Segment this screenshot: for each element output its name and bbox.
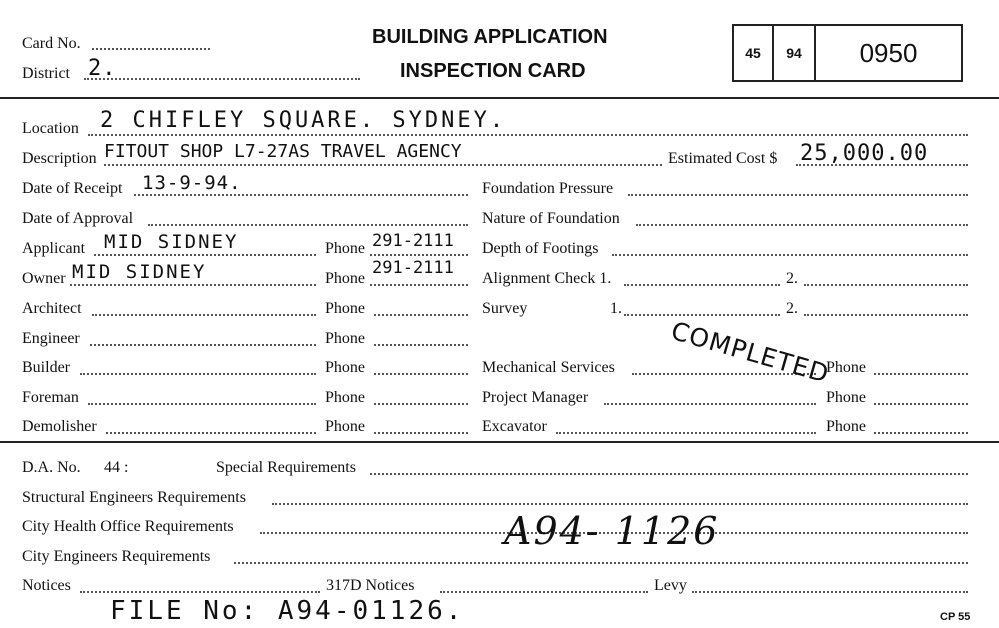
notices-line [80, 591, 320, 593]
excavator-label: Excavator [482, 418, 547, 435]
card-title-line1: BUILDING APPLICATION [372, 26, 608, 48]
engineer-label: Engineer [22, 330, 80, 347]
form-code: CP 55 [940, 611, 971, 623]
alignment-check-2-line [804, 284, 968, 286]
city-health-label: City Health Office Requirements [22, 518, 234, 535]
depth-of-footings-line [612, 254, 968, 256]
foundation-pressure-label: Foundation Pressure [482, 180, 614, 197]
survey-2-label: 2. [786, 300, 798, 317]
engineer-phone-label: Phone [325, 330, 365, 347]
architect-phone-line [374, 314, 468, 316]
project-manager-phone-line [874, 403, 968, 405]
mechanical-phone-label: Phone [826, 359, 866, 376]
engineer-line [90, 344, 316, 346]
applicant-label: Applicant [22, 240, 86, 257]
card-title-line2: INSPECTION CARD [400, 60, 586, 82]
notices-317d-label: 317D Notices [326, 577, 415, 594]
description-line [104, 164, 662, 166]
foreman-phone-label: Phone [325, 389, 365, 406]
applicant-value: MID SIDNEY [104, 231, 239, 253]
handwritten-reference: A94- 1126 [504, 509, 720, 553]
applicant-phone-line [370, 254, 468, 256]
nature-of-foundation-line [636, 224, 968, 226]
city-engineers-label: City Engineers Requirements [22, 548, 211, 565]
date-of-receipt-value: 13-9-94. [142, 172, 242, 194]
district-line [84, 78, 360, 80]
owner-label: Owner [22, 270, 66, 287]
foreman-label: Foreman [22, 389, 79, 406]
architect-line [92, 314, 316, 316]
architect-phone-label: Phone [325, 300, 365, 317]
builder-phone-line [374, 373, 468, 375]
project-manager-label: Project Manager [482, 389, 589, 406]
foreman-line [88, 403, 316, 405]
estimated-cost-value: 25,000.00 [800, 141, 929, 166]
demolisher-phone-label: Phone [325, 418, 365, 435]
alignment-check-1-line [624, 284, 780, 286]
owner-phone-line [370, 284, 468, 286]
completed-stamp: COMPLETED [668, 316, 833, 389]
description-label: Description [22, 150, 97, 167]
project-manager-line [604, 403, 816, 405]
location-label: Location [22, 120, 79, 137]
levy-line [692, 591, 968, 593]
architect-label: Architect [22, 300, 82, 317]
demolisher-label: Demolisher [22, 418, 97, 435]
mechanical-services-label: Mechanical Services [482, 359, 615, 376]
special-requirements-line [370, 473, 968, 475]
engineer-phone-line [374, 344, 468, 346]
excavator-phone-line [874, 432, 968, 434]
da-no-label: D.A. No. [22, 459, 81, 476]
survey-2-line [804, 314, 968, 316]
special-requirements-label: Special Requirements [216, 459, 356, 476]
survey-1-line [624, 314, 780, 316]
date-of-receipt-label: Date of Receipt [22, 180, 123, 197]
levy-label: Levy [654, 577, 687, 594]
survey-1-label: 1. [610, 300, 622, 317]
location-value: 2 CHIFLEY SQUARE. SYDNEY. [100, 108, 507, 133]
builder-phone-label: Phone [325, 359, 365, 376]
location-line [88, 134, 968, 136]
box-field-1: 45 [734, 26, 774, 80]
excavator-phone-label: Phone [826, 418, 866, 435]
owner-value: MID SIDNEY [72, 261, 207, 283]
alignment-check-2-label: 2. [786, 270, 798, 287]
mechanical-phone-line [874, 373, 968, 375]
builder-line [80, 373, 316, 375]
applicant-phone-value: 291-2111 [372, 231, 454, 251]
survey-label: Survey [482, 300, 528, 317]
foundation-pressure-line [628, 194, 968, 196]
nature-of-foundation-label: Nature of Foundation [482, 210, 620, 227]
depth-of-footings-label: Depth of Footings [482, 240, 599, 257]
demolisher-phone-line [374, 432, 468, 434]
owner-phone-label: Phone [325, 270, 365, 287]
file-number: FILE No: A94-01126. [110, 596, 465, 626]
owner-line [70, 284, 316, 286]
project-manager-phone-label: Phone [826, 389, 866, 406]
structural-engineers-label: Structural Engineers Requirements [22, 489, 246, 506]
demolisher-line [106, 432, 316, 434]
builder-label: Builder [22, 359, 70, 376]
alignment-check-label: Alignment Check 1. [482, 270, 612, 287]
notices-317d-line [440, 591, 648, 593]
applicant-line [94, 254, 316, 256]
date-of-approval-line [148, 224, 468, 226]
district-label: District [22, 65, 70, 82]
header-divider [0, 97, 999, 99]
applicant-phone-label: Phone [325, 240, 365, 257]
foreman-phone-line [374, 403, 468, 405]
box-card-number: 0950 [859, 37, 918, 68]
card-number-box [732, 24, 963, 82]
box-field-2: 94 [774, 26, 816, 80]
owner-phone-value: 291-2111 [372, 258, 454, 278]
description-value: FITOUT SHOP L7-27AS TRAVEL AGENCY [104, 141, 462, 162]
city-engineers-line [234, 562, 968, 564]
date-of-approval-label: Date of Approval [22, 210, 134, 227]
da-no-value: 44 : [104, 459, 129, 476]
estimated-cost-label: Estimated Cost $ [668, 150, 778, 167]
requirements-divider [0, 441, 999, 443]
card-no-label: Card No. [22, 35, 81, 52]
excavator-line [556, 432, 816, 434]
card-no-line [92, 48, 210, 50]
date-of-receipt-line [134, 194, 468, 196]
notices-label: Notices [22, 577, 71, 594]
structural-engineers-line [272, 503, 968, 505]
estimated-cost-line [796, 164, 968, 166]
district-value: 2. [88, 56, 117, 81]
